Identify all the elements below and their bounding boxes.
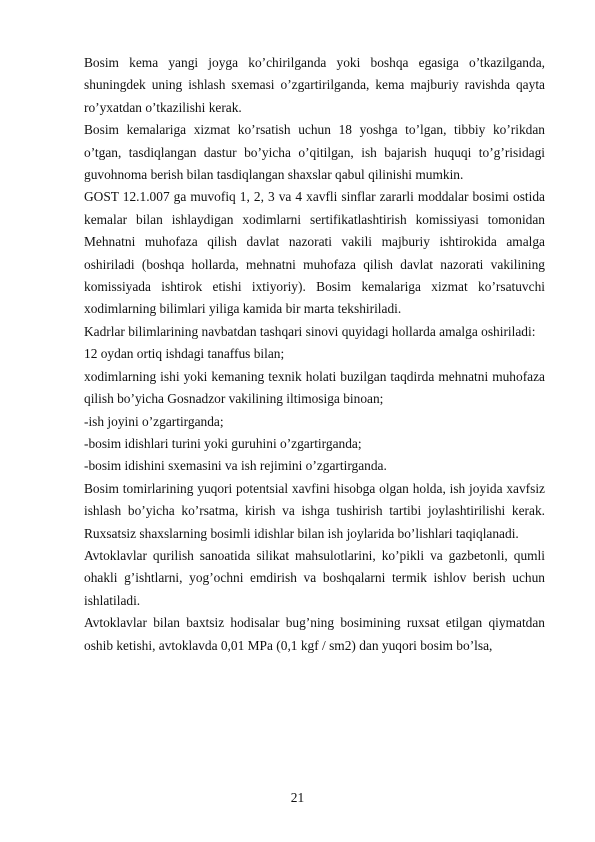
paragraph: GOST 12.1.007 ga muvofiq 1, 2, 3 va 4 xavfli sinflar zararli moddalar bosimi ostida kemalar bilan ishlaydigan xodimlarni sertifikatlashtirish komissiyasi tomonidan Mehnatni muhofaza qilish davlat nazorati vakili majburiy ishtirokida amalga oshiriladi (boshqa hollarda, mehnatni muhofaza qilish davlat nazorati vakilining komissiyada ishtirok etishi ixtiyoriy). Bosim kemalariga xizmat ko’rsatuvchi xodimlarning bilimlari yiliga kamida bir marta tekshiriladi. xyxy=(84,189,545,317)
paragraph: Avtoklavlar bilan baxtsiz hodisalar bug’ning bosimining ruxsat etilgan qiymatdan oshib ketishi, avtoklavda 0,01 MPa (0,1 kgf / sm2) dan yuqori bosim bo’lsa, xyxy=(84,615,545,653)
list-item: -bosim idishini sxemasini va ish rejimini o’zgartirganda. xyxy=(84,458,387,474)
body-text xyxy=(84,52,545,657)
paragraph: Bosim tomirlarining yuqori potentsial xavfini hisobga olgan holda, ish joyida xavfsiz ishlash bo’yicha ko’rsatma, kirish va ishga tushirish tartibi joylashtirilishi kerak. Ruxsatsiz shaxslarning bosimli idishlar bilan ish joylarida bo’lishlari taqiqlanadi. xyxy=(84,480,545,541)
paragraph: Bosim kema yangi joyga ko’chirilganda yoki boshqa egasiga o’tkazilganda, shuningdek uning ishlash sxemasi o’zgartirilganda, kema majburiy ravishda qayta ro’yxatdan o’tkazilishi kerak. xyxy=(84,55,545,115)
page-number: 21 xyxy=(290,790,305,805)
paragraph: Bosim kemalariga xizmat ko’rsatish uchun 18 yoshga to’lgan, tibbiy ko’rikdan o’tgan, tasdiqlangan dastur bo’yicha o’qitilgan, ish bajarish huquqi to’g’risidagi guvohnoma berish bilan tasdiqlangan shaxslar qabul qilinishi mumkin. xyxy=(84,122,545,183)
list-item: -bosim idishlari turini yoki guruhini o’zgartirganda; xyxy=(84,435,362,451)
list-item: -ish joyini o’zgartirganda; xyxy=(84,413,224,429)
paragraph: Avtoklavlar qurilish sanoatida silikat mahsulotlarini, ko’pikli va gazbetonli, qumli ohakli g’ishtlarni, yog’ochni emdirish va boshqalarni termik ishlov berish uchun ishlatiladi. xyxy=(84,547,545,608)
list-item: xodimlarning ishi yoki kemaning texnik holati buzilgan taqdirda mehnatni muhofaza qilish bo’yicha Gosnadzor vakilining iltimosiga binoan; xyxy=(84,368,545,407)
list-item: 12 oydan ortiq ishdagi tanaffus bilan; xyxy=(84,346,285,362)
paragraph: Kadrlar bilimlarining navbatdan tashqari sinovi quyidagi hollarda amalga oshiriladi: xyxy=(84,323,536,339)
